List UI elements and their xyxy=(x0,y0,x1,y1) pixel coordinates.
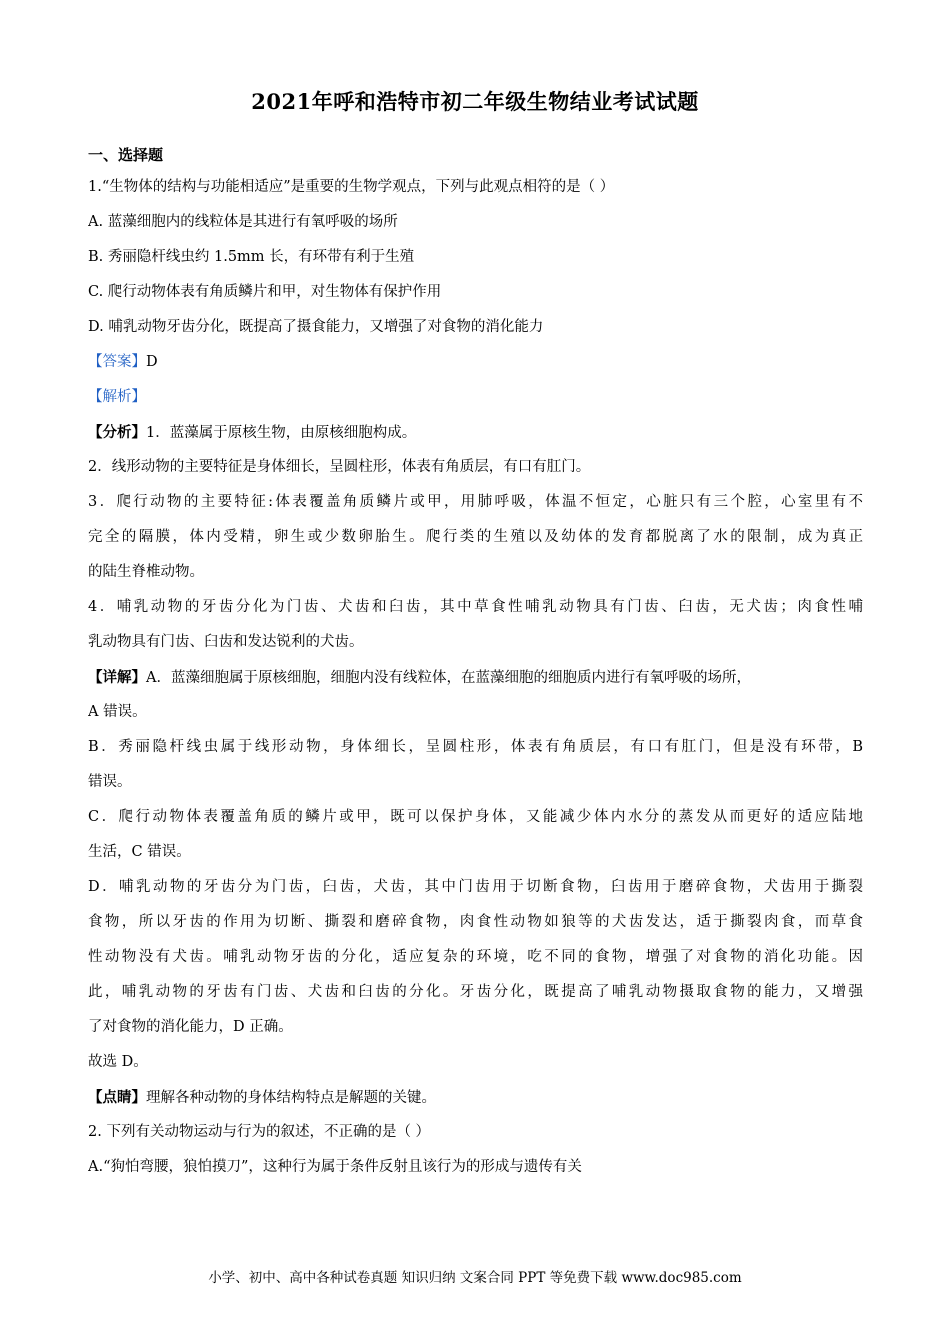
question-2-stem: 2. 下列有关动物运动与行为的叙述，不正确的是（ ） xyxy=(88,1124,431,1140)
xiangjie-line-a2: A 错误。 xyxy=(88,704,147,720)
xiangjie-line-d3: 性动物没有犬齿。哺乳动物牙齿的分化，适应复杂的环境，吃不同的食物，增强了对食物的消化功能。因 xyxy=(88,949,863,965)
fenxi-line-2: 2．线形动物的主要特征是身体细长，呈圆柱形，体表有角质层，有口有肛门。 xyxy=(88,459,591,475)
answer-tag: 【答案】 xyxy=(88,354,146,370)
xiangjie-line-a1 xyxy=(88,660,863,695)
q1-option-b: B. 秀丽隐杆线虫约 1.5mm 长，有环带有利于生殖 xyxy=(88,249,415,265)
xiangjie-tag: 【详解】 xyxy=(88,669,146,686)
fenxi-tag: 【分析】 xyxy=(88,424,146,441)
xiangjie-line-c1: C．爬行动物体表覆盖角质的鳞片或甲，既可以保护身体，又能减少体内水分的蒸发从而更好的适应陆地 xyxy=(88,809,863,825)
xiangjie-line-c2: 生活，C 错误。 xyxy=(88,844,191,860)
xiangjie-line-b2: 错误。 xyxy=(88,774,132,790)
fenxi-line-3b: 完全的隔膜，体内受精，卵生或少数卵胎生。爬行类的生殖以及幼体的发育都脱离了水的限制，成为真正 xyxy=(88,529,863,545)
dianjing-line xyxy=(88,1080,863,1115)
q2-option-a: A.“狗怕弯腰，狼怕摸刀”，这种行为属于条件反射且该行为的形成与遗传有关 xyxy=(88,1159,582,1175)
fenxi-line-1 xyxy=(88,415,863,450)
answer-value: D xyxy=(146,354,158,370)
analysis-tag: 【解析】 xyxy=(88,389,146,405)
xiangjie-line-d1: D．哺乳动物的牙齿分为门齿，臼齿，犬齿，其中门齿用于切断食物，臼齿用于磨碎食物，犬齿用于撕裂 xyxy=(88,879,863,895)
page-title: 2021年呼和浩特市初二年级生物结业考试试题 xyxy=(251,89,699,114)
fenxi-line-3a: 3．爬行动物的主要特征:体表覆盖角质鳞片或甲，用肺呼吸，体温不恒定，心脏只有三个腔，心室里有不 xyxy=(88,494,863,510)
q1-option-d: D. 哺乳动物牙齿分化，既提高了摄食能力，又增强了对食物的消化能力 xyxy=(88,319,544,335)
xiangjie-line-d2: 食物，所以牙齿的作用为切断、撕裂和磨碎食物，肉食性动物如狼等的犬齿发达，适于撕裂肉食，而草食 xyxy=(88,914,863,930)
question-1-stem: 1.“生物体的结构与功能相适应”是重要的生物学观点，下列与此观点相符的是（ ） xyxy=(88,179,615,195)
q1-option-c: C. 爬行动物体表有角质鳞片和甲，对生物体有保护作用 xyxy=(88,284,442,300)
choose-line: 故选 D。 xyxy=(88,1054,148,1070)
q1-option-a: A. 蓝藻细胞内的线粒体是其进行有氧呼吸的场所 xyxy=(88,214,398,230)
fenxi-line-4a: 4．哺乳动物的牙齿分化为门齿、犬齿和臼齿，其中草食性哺乳动物具有门齿、臼齿，无犬齿；肉食性哺 xyxy=(88,599,863,615)
fenxi-line-3c: 的陆生脊椎动物。 xyxy=(88,564,204,580)
document-body xyxy=(88,140,863,1185)
page-footer: 小学、初中、高中各种试卷真题 知识归纳 文案合同 PPT 等免费下载 www.doc985.com xyxy=(208,1270,742,1286)
q1-answer xyxy=(88,345,863,380)
xiangjie-line-d5: 了对食物的消化能力，D 正确。 xyxy=(88,1019,293,1035)
xiangjie-line-d4: 此，哺乳动物的牙齿有门齿、犬齿和臼齿的分化。牙齿分化，既提高了哺乳动物摄取食物的能力，又增强 xyxy=(88,984,863,1000)
dianjing-tag: 【点睛】 xyxy=(88,1089,146,1106)
q1-analysis-tag xyxy=(88,380,863,415)
fenxi-text-1: 1．蓝藻属于原核生物，由原核细胞构成。 xyxy=(146,425,417,441)
xiangjie-text-a1: A．蓝藻细胞属于原核细胞，细胞内没有线粒体，在蓝藻细胞的细胞质内进行有氧呼吸的场所， xyxy=(146,670,751,686)
xiangjie-line-b1: B．秀丽隐杆线虫属于线形动物，身体细长，呈圆柱形，体表有角质层，有口有肛门，但是没有环带，B xyxy=(88,739,863,755)
section-heading: 一、选择题 xyxy=(88,146,164,164)
dianjing-text: 理解各种动物的身体结构特点是解题的关键。 xyxy=(146,1090,436,1106)
fenxi-line-4b: 乳动物具有门齿、臼齿和发达锐利的犬齿。 xyxy=(88,634,364,650)
